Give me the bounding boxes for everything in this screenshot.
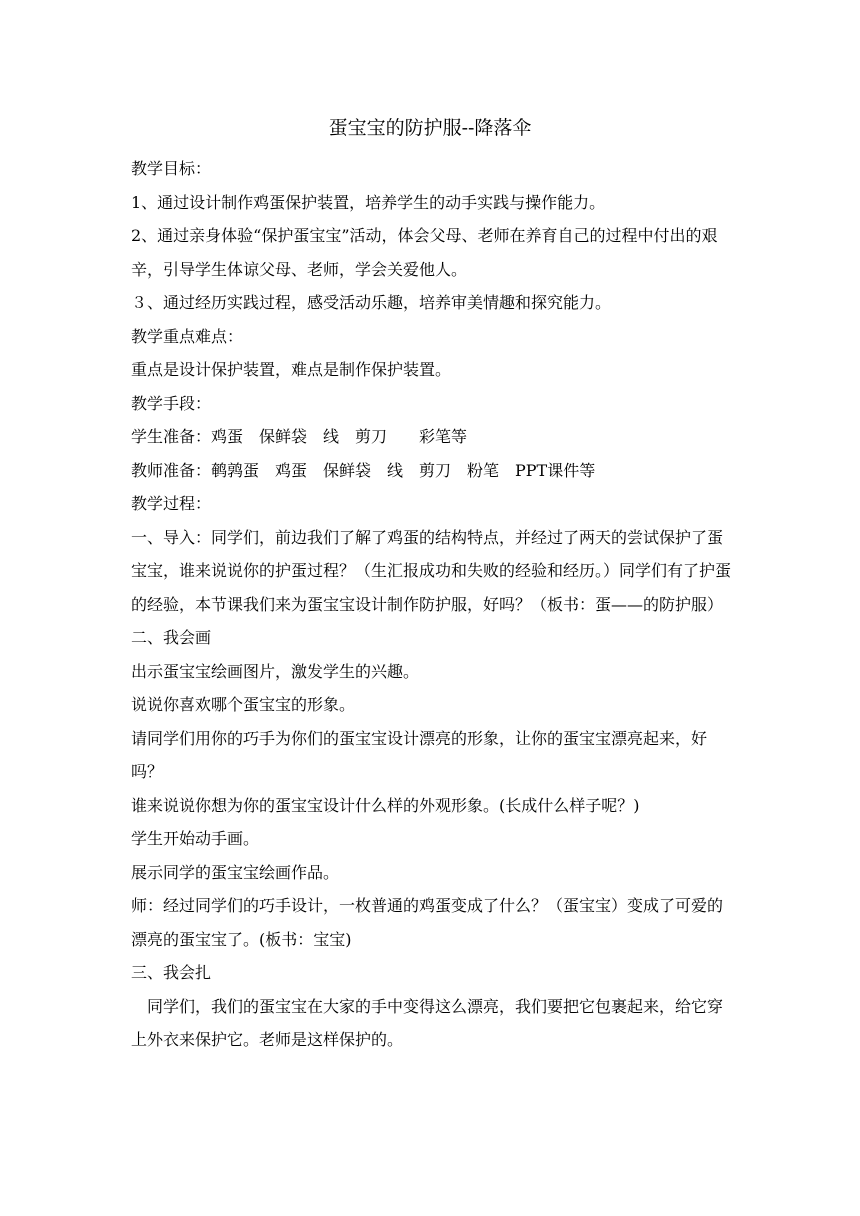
paragraph-process-heading: 教学过程： [131,494,212,513]
paragraph-design-request: 请同学们用你的巧手为你们的蛋宝宝设计漂亮的形象，让你的蛋宝宝漂亮起来，好吗？ [131,728,708,781]
paragraph-teacher-prep: 教师准备：鹌鹑蛋 鸡蛋 保鲜袋 线 剪刀 粉笔 PPT课件等 [131,460,596,480]
paragraph-section-2-heading: 二、我会画 [131,628,212,647]
paragraph-show-pictures: 出示蛋宝宝绘画图片，激发学生的兴趣。 [131,661,420,681]
paragraph-objective-2: 2、通过亲身体验“保护蛋宝宝”活动，体会父母、老师在养育自己的过程中付出的艰辛，引导学生体谅父母、老师，学会关爱他人。 [131,226,718,279]
paragraph-show-works: 展示同学的蛋宝宝绘画作品。 [131,862,340,882]
paragraph-wrap-intro: 同学们，我们的蛋宝宝在大家的手中变得这么漂亮，我们要把它包裹起来，给它穿上外衣来保护它。老师是这样保护的。 [131,996,724,1049]
paragraph-key-points: 重点是设计保护装置，难点是制作保护装置。 [131,360,452,379]
paragraph-favorite-image: 说说你喜欢哪个蛋宝宝的形象。 [131,695,356,714]
paragraph-introduction: 一、导入：同学们，前边我们了解了鸡蛋的结构特点，并经过了两天的尝试保护了蛋宝宝，谁来说说你的护蛋过程？（生汇报成功和失败的经验和经历。）同学们有了护蛋的经验，本节课我们来为蛋宝宝设计制作防护服，好吗？（板书：蛋——的防护服） [131,527,732,614]
paragraph-student-prep: 学生准备：鸡蛋 保鲜袋 线 剪刀 彩笔等 [131,427,468,446]
paragraph-objective-3: ３、通过经历实践过程，感受活动乐趣，培养审美情趣和探究能力。 [131,293,612,312]
paragraph-section-3-heading: 三、我会扎 [131,963,212,982]
paragraph-objectives-heading: 教学目标： [131,159,212,178]
paragraph-teacher-summary: 师：经过同学们的巧手设计，一枚普通的鸡蛋变成了什么？（蛋宝宝）变成了可爱的漂亮的蛋宝宝了。(板书：宝宝) [131,896,724,949]
paragraph-who-talks: 谁来说说你想为你的蛋宝宝设计什么样的外观形象。(长成什么样子呢？) [131,795,640,815]
paragraph-start-drawing: 学生开始动手画。 [131,829,260,848]
document-title: 蛋宝宝的防护服--降落伞 [328,117,532,139]
document-body [131,152,731,1057]
paragraph-means-heading: 教学手段： [131,393,212,413]
paragraph-key-points-heading: 教学重点难点： [131,326,244,346]
paragraph-objective-1: 1、通过设计制作鸡蛋保护装置，培养学生的动手实践与操作能力。 [131,192,606,212]
